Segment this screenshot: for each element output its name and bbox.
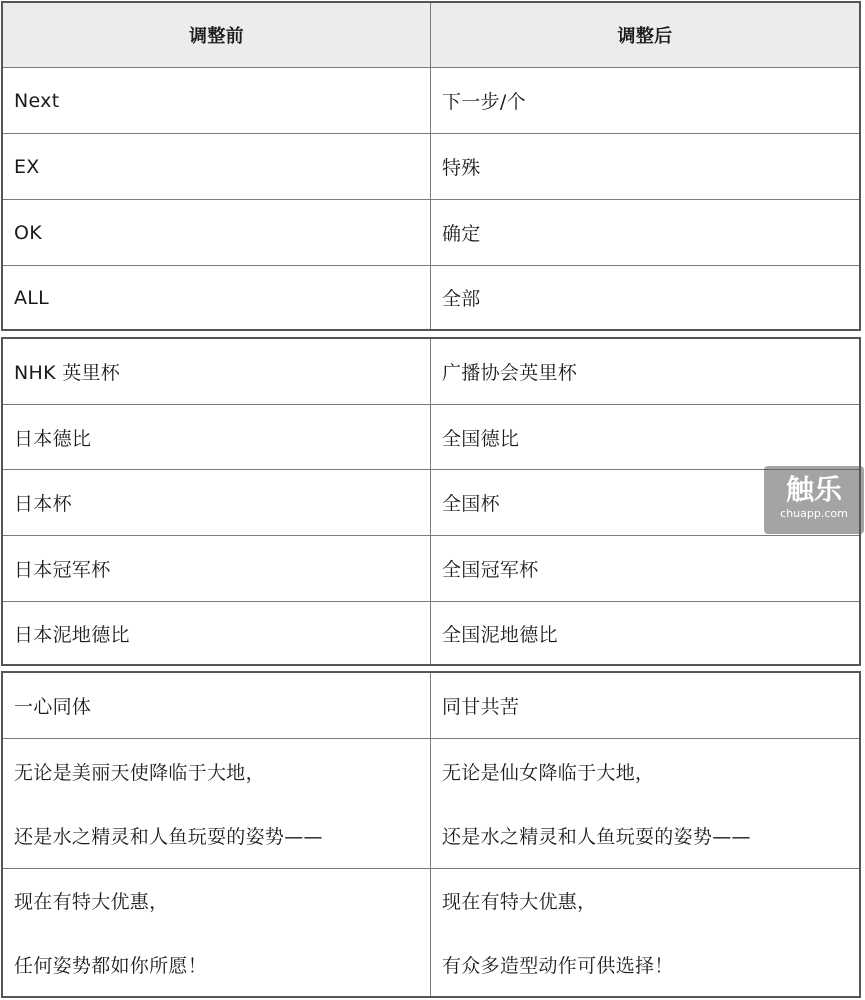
cell-before: 日本泥地德比 [3,602,431,664]
comparison-table-2 [1,337,861,666]
header-before: 调整前 [3,3,431,67]
cell-after: 全部 [442,288,481,310]
cell-before: Next [3,68,431,133]
cell-after-line-2: 有众多造型动作可供选择！ [442,954,674,977]
cell-after-line-1: 现在有特大优惠， [442,891,597,914]
cell-before [3,869,431,996]
table-row [3,405,859,470]
table-row [3,68,859,134]
cell-before-line-2: 任何姿势都如你所愿！ [14,954,208,977]
cell-before: 日本冠军杯 [3,536,431,601]
cell-before-line-1: 无论是美丽天使降临于大地， [14,761,265,784]
cell-after: 全国德比 [442,427,520,450]
cell-after: 下一步/个 [442,91,526,113]
cell-before: 一心同体 [3,673,431,738]
cell-after-line-2: 还是水之精灵和人鱼玩耍的姿势—— [442,826,751,849]
header-after: 调整后 [617,26,673,47]
table-row [3,739,859,869]
watermark-logo: 触乐 [785,473,842,506]
comparison-table-1 [1,1,861,331]
cell-before: 日本德比 [3,405,431,469]
chuapp-watermark [764,466,864,534]
cell-before: EX [3,134,431,199]
cell-before: ALL [3,266,431,329]
table-row [3,536,859,602]
cell-before [3,739,431,868]
table-row [3,869,859,996]
cell-after: 特殊 [442,157,481,179]
cell-before-line-2: 还是水之精灵和人鱼玩耍的姿势—— [14,826,323,849]
cell-before: OK [3,200,431,265]
table-header-row [3,3,859,68]
cell-after: 全国泥地德比 [442,623,558,646]
comparison-table-3 [1,671,861,998]
table-row [3,134,859,200]
cell-after: 同甘共苦 [442,696,520,718]
cell-after: 广播协会英里杯 [442,362,578,384]
cell-after: 确定 [442,223,481,245]
cell-after: 全国冠军杯 [442,559,539,581]
cell-after [431,869,859,996]
cell-after: 全国杯 [442,493,500,515]
cell-before: NHK 英里杯 [3,339,431,404]
cell-after [431,739,859,868]
cell-before: 日本杯 [3,470,431,535]
cell-after-line-1: 无论是仙女降临于大地， [442,761,655,784]
watermark-site: chuapp.com [780,507,848,520]
table-row [3,602,859,664]
table-row [3,339,859,405]
cell-before-line-1: 现在有特大优惠， [14,891,169,914]
table-row [3,673,859,739]
table-row [3,266,859,329]
table-row [3,200,859,266]
table-row [3,470,859,536]
